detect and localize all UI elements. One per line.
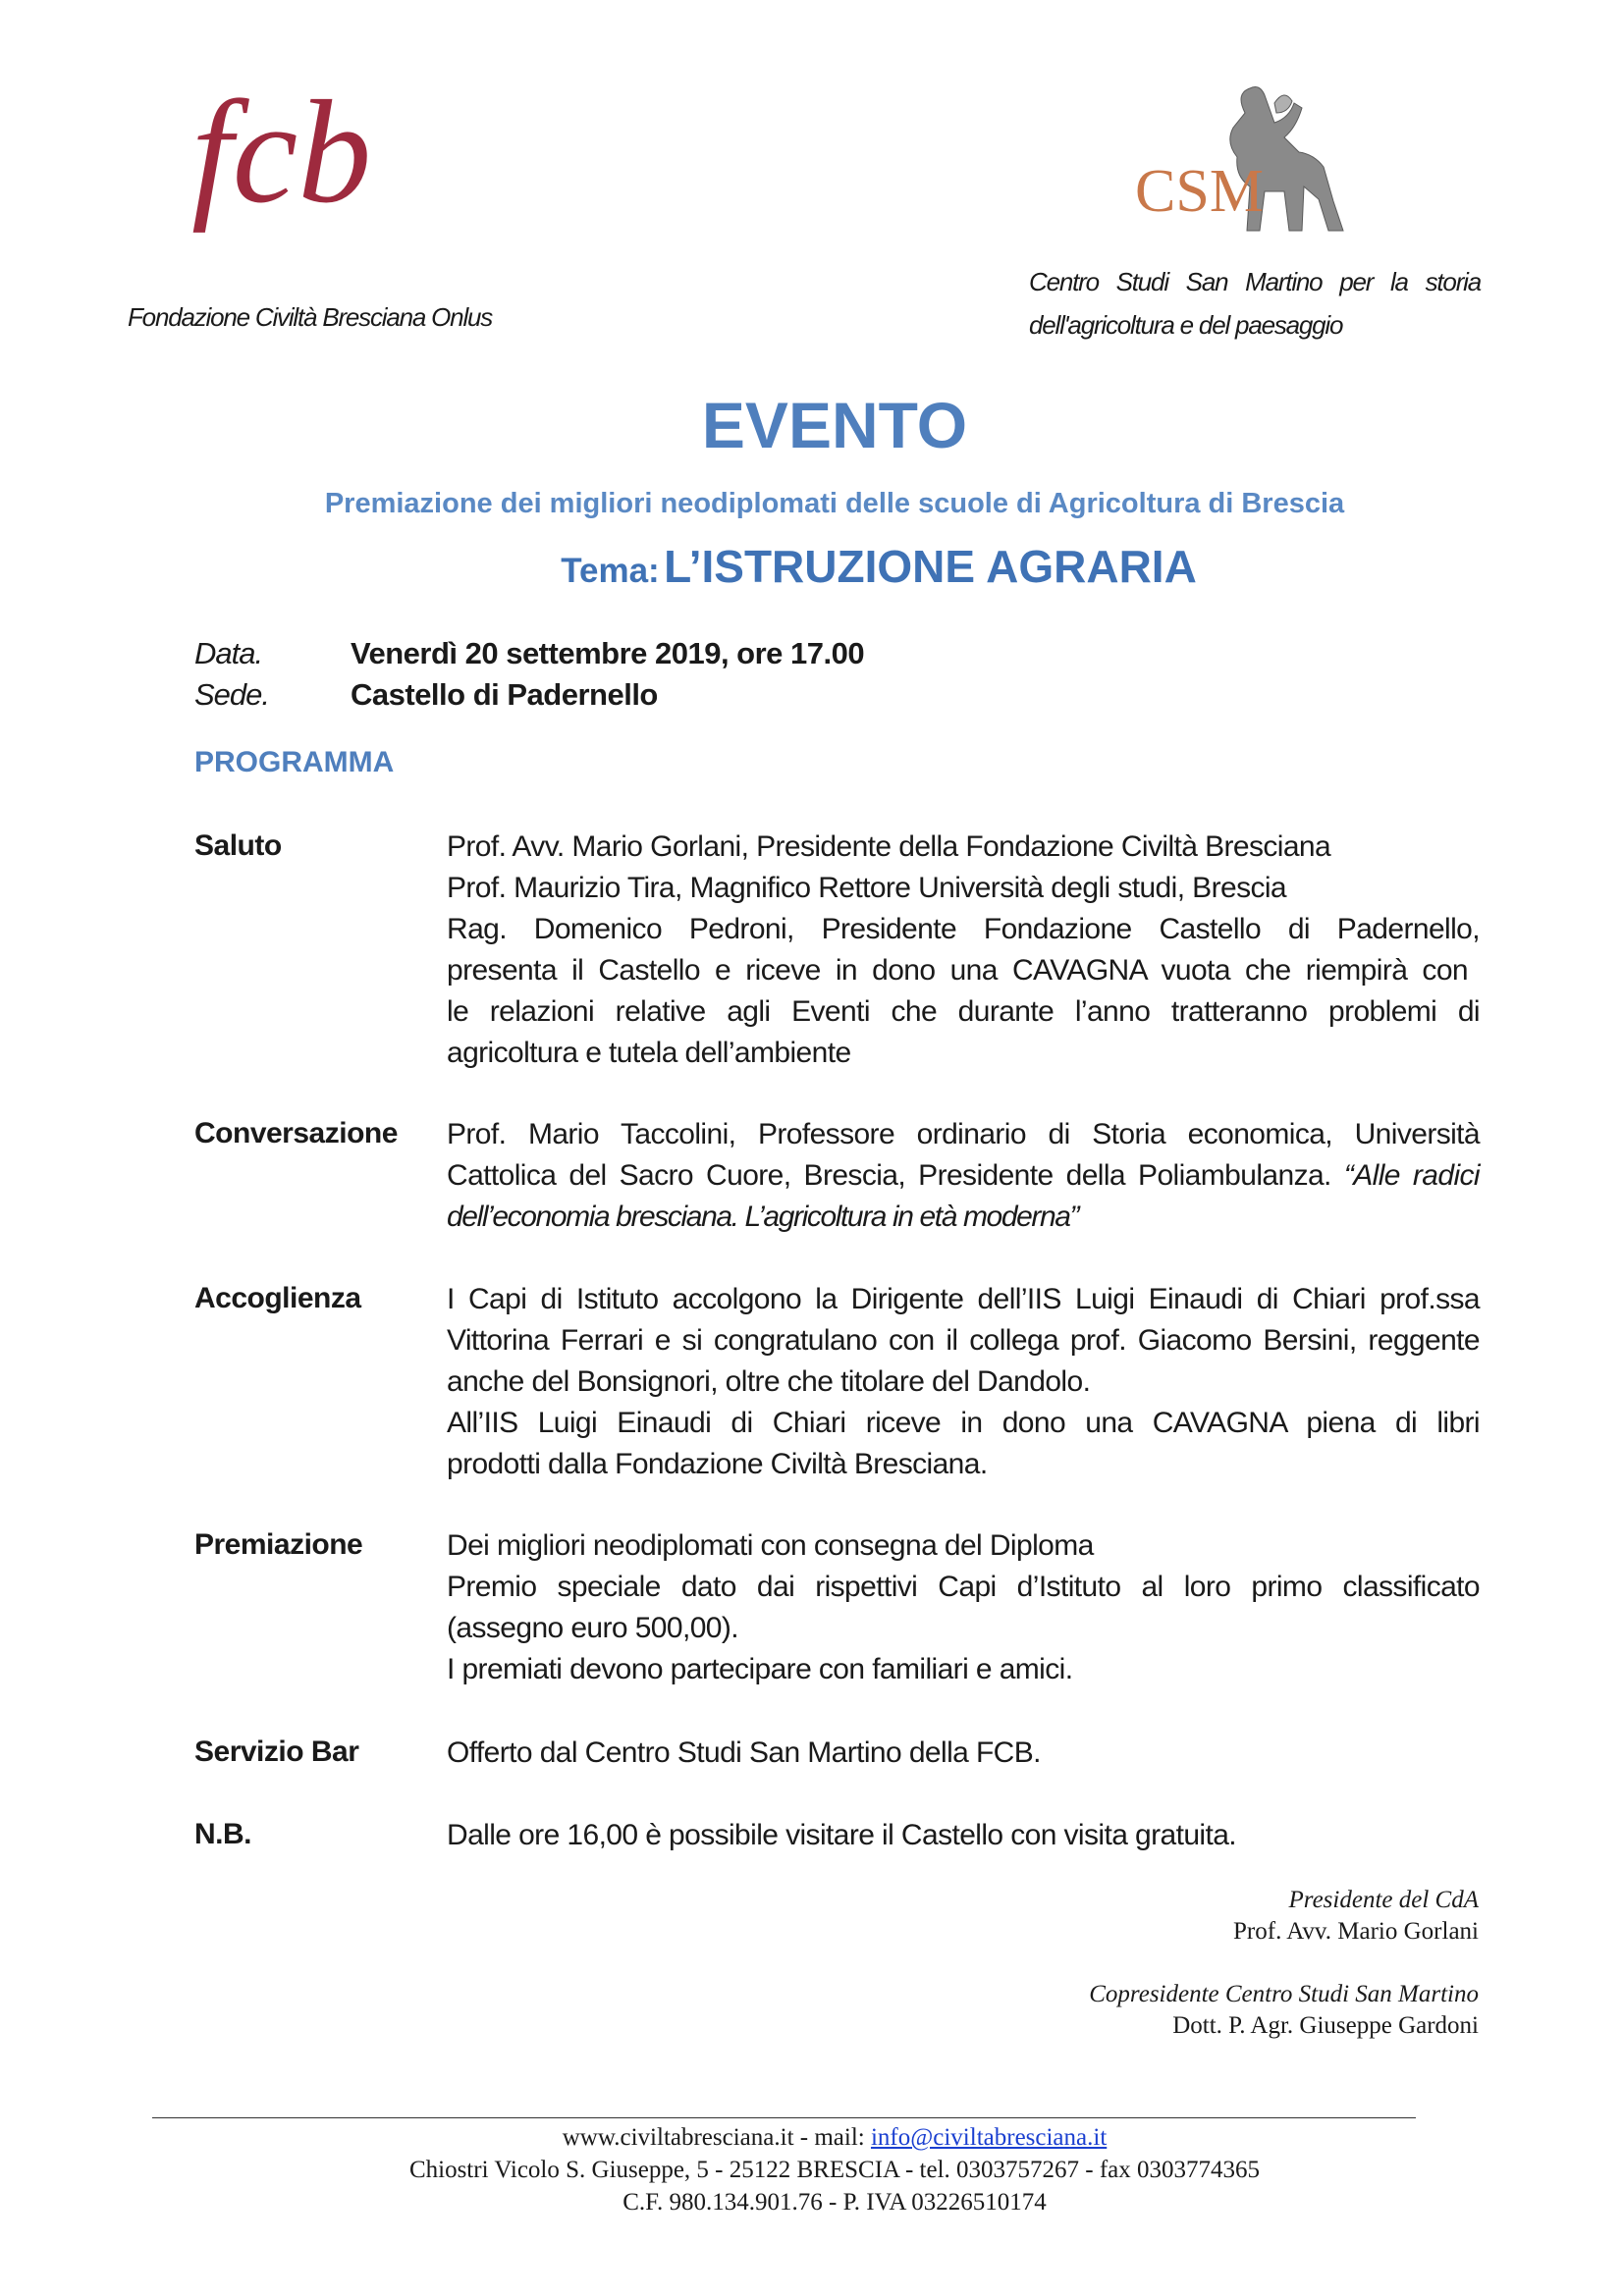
footer-contacts [0, 2121, 1623, 2154]
page-title: EVENTO [701, 389, 968, 461]
venue-value: Castello di Padernello [351, 677, 658, 712]
signature-person: Dott. P. Agr. Giuseppe Gardoni [1172, 2012, 1479, 2039]
premiazione-label: Premiazione [194, 1528, 363, 1561]
date-value: Venerdì 20 settembre 2019, ore 17.00 [351, 636, 865, 670]
footer-email-link[interactable]: info@civiltabresciana.it [870, 2124, 1108, 2151]
conversazione-line [447, 1155, 1480, 1197]
bar-body [447, 1733, 1480, 1774]
program-heading: PROGRAMMA [194, 746, 395, 778]
signature-president [1233, 1885, 1479, 1948]
fcb-logo [187, 83, 442, 290]
accoglienza-line: Vittorina Ferrari e si congratulano con il collega prof. Giacomo Bersini, reggente [447, 1324, 1480, 1357]
saluto-line: Prof. Avv. Mario Gorlani, Presidente della Fondazione Civiltà Bresciana [447, 830, 1331, 863]
footer-divider [152, 2117, 1416, 2118]
fcb-org-name: Fondazione Civiltà Bresciana Onlus [128, 302, 493, 332]
accoglienza-label: Accoglienza [194, 1282, 361, 1314]
accoglienza-line: All’IIS Luigi Einaudi di Chiari riceve in dono una CAVAGNA piena di libri [447, 1407, 1480, 1439]
bar-text: Offerto dal Centro Studi San Martino della FCB. [447, 1736, 1041, 1769]
premiazione-line: (assegno euro 500,00). [447, 1612, 739, 1644]
conversazione-label: Conversazione [194, 1117, 398, 1149]
conversazione-quote-line: dell’economia bresciana. L’agricoltura in età moderna” [447, 1201, 1079, 1233]
footer [0, 2121, 1623, 2218]
saluto-label: Saluto [194, 829, 282, 862]
theme-value: L’ISTRUZIONE AGRARIA [664, 541, 1197, 592]
conversazione-body [447, 1114, 1480, 1238]
premiazione-body [447, 1525, 1480, 1690]
csm-name-line2: dell'agricoltura e del paesaggio [1029, 310, 1343, 340]
csm-logo [1127, 83, 1373, 240]
csm-org-name [1029, 260, 1481, 347]
nb-body [447, 1815, 1480, 1856]
saluto-body [447, 827, 1480, 1074]
event-theme [0, 540, 1623, 593]
csm-name-line1: Centro Studi San Martino per la storia [1029, 267, 1481, 296]
accoglienza-line: I Capi di Istituto accolgono la Dirigente dell’IIS Luigi Einaudi di Chiari prof.ssa [447, 1283, 1480, 1315]
saluto-line: Prof. Maurizio Tira, Magnifico Rettore Università degli studi, Brescia [447, 872, 1287, 904]
venue-label: Sede. [194, 677, 270, 712]
accoglienza-line: anche del Bonsignori, oltre che titolare del Dandolo. [447, 1365, 1091, 1398]
accoglienza-body [447, 1279, 1480, 1485]
bar-label: Servizio Bar [194, 1735, 359, 1768]
saluto-line: Rag. Domenico Pedroni, Presidente Fondazione Castello di Padernello, [447, 913, 1480, 945]
nb-text: Dalle ore 16,00 è possibile visitare il Castello con visita gratuita. [447, 1819, 1237, 1851]
event-subtitle: Premiazione dei migliori neodiplomati delle scuole di Agricoltura di Brescia [324, 488, 1345, 519]
footer-website: www.civiltabresciana.it - mail: [562, 2124, 871, 2151]
premiazione-line: I premiati devono partecipare con familiari e amici. [447, 1653, 1073, 1685]
accoglienza-line: prodotti dalla Fondazione Civiltà Bresciana. [447, 1448, 988, 1480]
theme-label: Tema: [561, 552, 660, 590]
footer-address: Chiostri Vicolo S. Giuseppe, 5 - 25122 BRESCIA - tel. 0303757267 - fax 0303774365 [408, 2157, 1261, 2183]
fcb-logo-text: fcb [191, 83, 372, 234]
nb-label: N.B. [194, 1818, 251, 1850]
date-label: Data. [194, 636, 263, 670]
conversazione-quote: “Alle radici [1343, 1159, 1480, 1192]
signature-copresident [1089, 1979, 1479, 2042]
signature-role: Presidente del CdA [1288, 1887, 1479, 1913]
premiazione-line: Premio speciale dato dai rispettivi Capi d’Istituto al loro primo classificato [447, 1571, 1480, 1603]
signature-role: Copresidente Centro Studi San Martino [1089, 1981, 1479, 2007]
saluto-line: agricoltura e tutela dell’ambiente [447, 1037, 851, 1069]
signature-person: Prof. Avv. Mario Gorlani [1233, 1918, 1479, 1945]
footer-fiscal: C.F. 980.134.901.76 - P. IVA 03226510174 [622, 2189, 1047, 2216]
conversazione-line: Prof. Mario Taccolini, Professore ordinario di Storia economica, Università [447, 1118, 1480, 1150]
premiazione-line: Dei migliori neodiplomati con consegna del Diploma [447, 1529, 1094, 1562]
csm-logo-text: CSM [1135, 158, 1264, 225]
saluto-line: le relazioni relative agli Eventi che durante l’anno tratteranno problemi di [447, 995, 1480, 1028]
conversazione-text: Cattolica del Sacro Cuore, Brescia, Presidente della Poliambulanza. [447, 1159, 1331, 1192]
saluto-line: presenta il Castello e riceve in dono una CAVAGNA vuota che riempirà con [447, 954, 1468, 987]
